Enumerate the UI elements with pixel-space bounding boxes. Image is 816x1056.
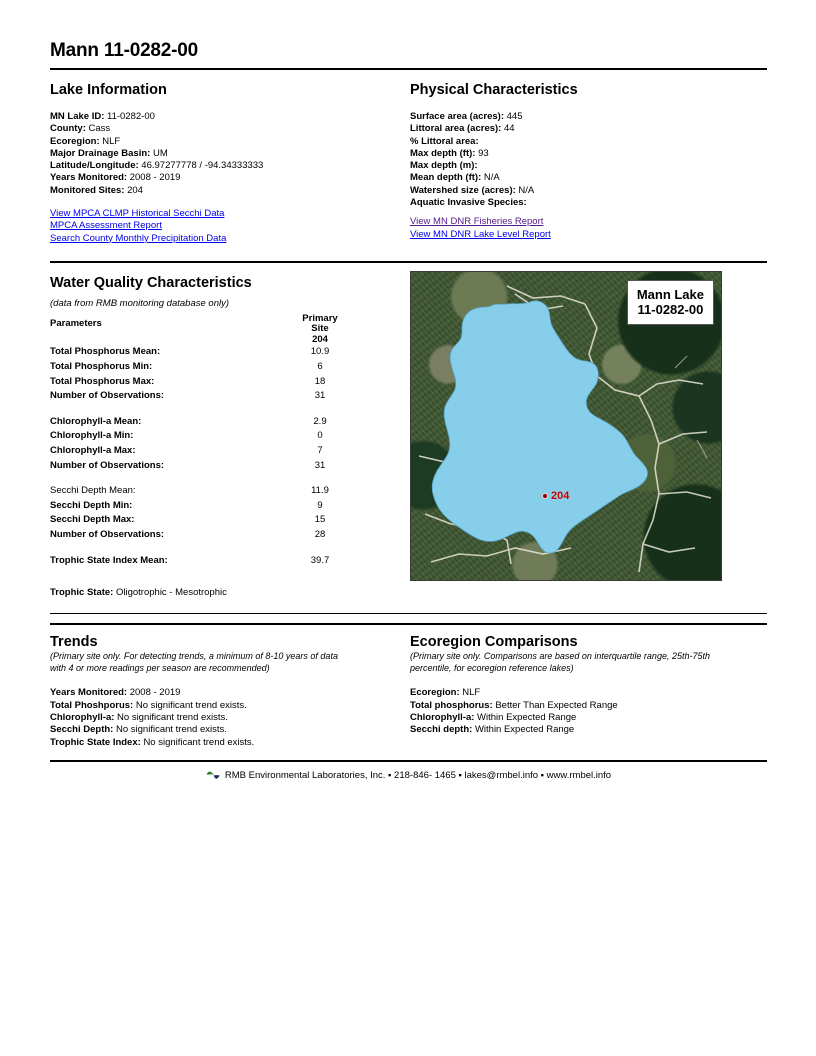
field-years-monitored (50, 172, 410, 184)
ecoregion-name (410, 687, 767, 699)
water-quality-row (50, 263, 767, 600)
footer-divider (50, 760, 767, 762)
water-quality-subheading: (data from RMB monitoring database only) (50, 297, 229, 309)
column-header-parameters: Parameters (50, 317, 102, 329)
lake-information-heading: Lake Information (50, 82, 167, 98)
page-title: Mann 11-0282-00 (50, 40, 199, 61)
field-label: Monitored Sites: (50, 184, 125, 196)
row-value: 18 (314, 375, 326, 387)
trends-fields (50, 687, 410, 748)
field-value: Cass (88, 123, 111, 135)
row-label: Total Phosphorus Mean: (50, 346, 161, 358)
row-label: Secchi Depth Max: (50, 514, 135, 526)
report-page (50, 40, 767, 782)
row-value: 0 (317, 430, 323, 442)
footer-text: RMB Environmental Laboratories, Inc. ▪ 218-846- 1465 ▪ lakes@rmbel.info ▪ www.rmbel.info (224, 769, 612, 781)
table-spacer (50, 404, 380, 415)
field-major-drainage-basin (50, 148, 410, 160)
field-label: Max depth (ft): (410, 147, 476, 159)
field-value: NLF (102, 135, 121, 147)
field-value: No significant trend exists. (143, 736, 255, 748)
lake-information-fields (50, 111, 410, 197)
rmb-logo-icon (206, 770, 221, 781)
field-watershed-size (410, 185, 767, 197)
table-row (50, 429, 380, 444)
field-label: Chlorophyll-a: (410, 712, 475, 724)
row-value: 39.7 (310, 554, 330, 566)
field-value: 2008 - 2019 (129, 172, 181, 184)
trends-subheading-line-1: (Primary site only. For detecting trends, a minimum of 8-10 years of data (50, 651, 338, 662)
field-label: Secchi depth: (410, 724, 473, 736)
site-marker-dot-icon (542, 493, 548, 499)
ecoregion-total-phosphorus (410, 700, 767, 712)
field-value: UM (152, 147, 168, 159)
table-row (50, 554, 380, 569)
row-label: Number of Observations: (50, 529, 165, 540)
ecoregion-subheading-line-2: percentile, for ecoregion reference lakes) (410, 662, 574, 673)
trend-total-phosphorus (50, 700, 410, 712)
row-value: 31 (314, 390, 326, 402)
link-county-precipitation-data[interactable]: Search County Monthly Precipitation Data (50, 232, 227, 244)
trends-heading: Trends (50, 634, 98, 651)
field-label: Ecoregion: (410, 687, 460, 699)
field-county (50, 123, 410, 135)
table-spacer (50, 543, 380, 554)
field-value: N/A (518, 184, 535, 196)
field-label: Latitude/Longitude: (50, 160, 139, 172)
row-value: 28 (314, 529, 326, 540)
trend-years-monitored (50, 687, 410, 699)
link-mn-dnr-lake-level-report[interactable]: View MN DNR Lake Level Report (410, 228, 551, 240)
trend-trophic-state-index (50, 737, 410, 749)
table-row (50, 484, 380, 499)
table-row (50, 360, 380, 375)
column-header-line-1: Primary (302, 312, 338, 324)
lake-information-links (50, 208, 410, 245)
row-value: 31 (314, 459, 326, 471)
field-value: No significant trend exists. (135, 699, 247, 711)
row-label: Secchi Depth Min: (50, 499, 133, 511)
column-header-primary-site (260, 314, 380, 346)
bottom-row (50, 625, 767, 748)
field-label: Surface area (acres): (410, 111, 504, 122)
field-value: 445 (506, 111, 523, 122)
trophic-state-row (50, 587, 410, 599)
trends-section (50, 625, 410, 748)
field-ecoregion (50, 136, 410, 148)
field-max-depth-m (410, 160, 767, 172)
row-value: 15 (314, 514, 326, 526)
field-label: Watershed size (acres): (410, 184, 516, 196)
field-label: Max depth (m): (410, 160, 478, 172)
field-label: % Littoral area: (410, 135, 479, 147)
ecoregion-comparisons-heading: Ecoregion Comparisons (410, 634, 578, 651)
table-row (50, 345, 380, 360)
field-label: Total Phoshporus: (50, 699, 134, 711)
field-aquatic-invasive-species (410, 197, 767, 209)
row-value: 9 (317, 499, 323, 511)
field-value: NLF (462, 687, 481, 699)
field-percent-littoral-area (410, 136, 767, 148)
field-value: 204 (127, 184, 143, 196)
table-row (50, 415, 380, 430)
field-value: N/A (483, 172, 500, 184)
row-value: 2.9 (313, 415, 327, 427)
physical-characteristics-links (410, 216, 767, 241)
lake-information-section (50, 70, 410, 245)
field-label: Chlorophyll-a: (50, 712, 115, 724)
field-label: Major Drainage Basin: (50, 147, 151, 159)
water-quality-heading: Water Quality Characteristics (50, 274, 252, 291)
table-row (50, 513, 380, 528)
field-value: No significant trend exists. (116, 724, 227, 736)
link-mpca-assessment-report[interactable]: MPCA Assessment Report (50, 220, 162, 232)
field-label: Littoral area (acres): (410, 123, 502, 135)
physical-characteristics-fields (410, 111, 767, 209)
field-label: MN Lake ID: (50, 111, 105, 122)
field-label: Mean depth (ft): (410, 172, 482, 184)
table-spacer (50, 473, 380, 484)
field-value: 93 (478, 147, 489, 159)
info-row (50, 70, 767, 245)
row-label: Number of Observations: (50, 390, 165, 402)
field-max-depth-ft (410, 148, 767, 160)
map-label-lake-name: Mann Lake (636, 286, 704, 302)
table-row (50, 389, 380, 404)
field-monitored-sites (50, 185, 410, 197)
table-row (50, 444, 380, 459)
field-value: Within Expected Range (474, 724, 575, 736)
field-value: 2008 - 2019 (129, 687, 181, 699)
table-row (50, 499, 380, 514)
trophic-state-value: Oligotrophic - Mesotrophic (115, 587, 227, 599)
row-label: Chlorophyll-a Mean: (50, 415, 142, 427)
row-label: Total Phosphorus Max: (50, 375, 155, 387)
field-latitude-longitude (50, 160, 410, 172)
link-mn-dnr-fisheries-report[interactable]: View MN DNR Fisheries Report (410, 216, 544, 228)
field-label: Trophic State Index: (50, 736, 141, 748)
field-value: Better Than Expected Range (495, 699, 618, 711)
site-marker-label: 204 (551, 489, 570, 502)
field-value: Within Expected Range (477, 712, 577, 724)
row-value: 6 (317, 361, 323, 373)
field-label: Aquatic Invasive Species: (410, 197, 527, 209)
lake-map[interactable] (410, 271, 722, 581)
ecoregion-comparisons-section (410, 625, 767, 748)
link-mpca-clmp-secchi-data[interactable]: View MPCA CLMP Historical Secchi Data (50, 208, 225, 220)
field-value: 44 (503, 123, 515, 135)
map-section (410, 263, 767, 600)
ecoregion-secchi-depth (410, 724, 767, 736)
field-label: Secchi Depth: (50, 724, 114, 736)
physical-characteristics-heading: Physical Characteristics (410, 82, 578, 98)
field-label: Years Monitored: (50, 172, 128, 184)
field-value: 46.97277778 / -94.34333333 (141, 160, 264, 172)
table-row (50, 459, 380, 474)
field-value: 11-0282-00 (107, 111, 155, 122)
ecoregion-fields (410, 687, 767, 736)
field-label: Total phosphorus: (410, 699, 493, 711)
row-label: Number of Observations: (50, 459, 165, 471)
row-label: Total Phosphorus Min: (50, 361, 153, 373)
trend-secchi-depth (50, 724, 410, 736)
table-row (50, 375, 380, 390)
row-label: Trophic State Index Mean: (50, 554, 168, 566)
physical-characteristics-section (410, 70, 767, 245)
row-value: 10.9 (310, 346, 330, 358)
trends-subheading-line-2: with 4 or more readings per season are recommended) (50, 662, 270, 673)
field-value: No significant trend exists. (117, 712, 228, 724)
ecoregion-subheading-line-1: (Primary site only. Comparisons are based on interquartile range, 25th-75th (410, 651, 710, 662)
trend-chlorophyll-a (50, 712, 410, 724)
ecoregion-chlorophyll-a (410, 712, 767, 724)
trophic-state-label: Trophic State: (50, 587, 114, 599)
field-label: Years Monitored: (50, 687, 128, 699)
footer (50, 769, 767, 782)
map-label-lake-id: 11-0282-00 (637, 301, 704, 317)
row-label: Chlorophyll-a Max: (50, 445, 136, 457)
row-value: 7 (317, 445, 323, 457)
row-label: Secchi Depth Mean: (50, 485, 136, 497)
field-littoral-area (410, 123, 767, 135)
field-label: Ecoregion: (50, 135, 100, 147)
table-row (50, 528, 380, 543)
column-header-line-2: Site (311, 323, 329, 335)
field-surface-area (410, 111, 767, 123)
field-mn-lake-id (50, 111, 410, 123)
water-quality-table-wrapper (50, 314, 410, 600)
table-header-row (50, 314, 380, 346)
site-marker-204[interactable] (542, 490, 569, 502)
row-value: 11.9 (311, 485, 329, 497)
column-header-line-3: 204 (312, 333, 328, 345)
map-label-box (627, 280, 714, 325)
row-label: Chlorophyll-a Min: (50, 430, 134, 442)
water-quality-table (50, 314, 380, 568)
field-label: County: (50, 123, 86, 135)
field-mean-depth-ft (410, 172, 767, 184)
water-quality-section (50, 263, 410, 600)
